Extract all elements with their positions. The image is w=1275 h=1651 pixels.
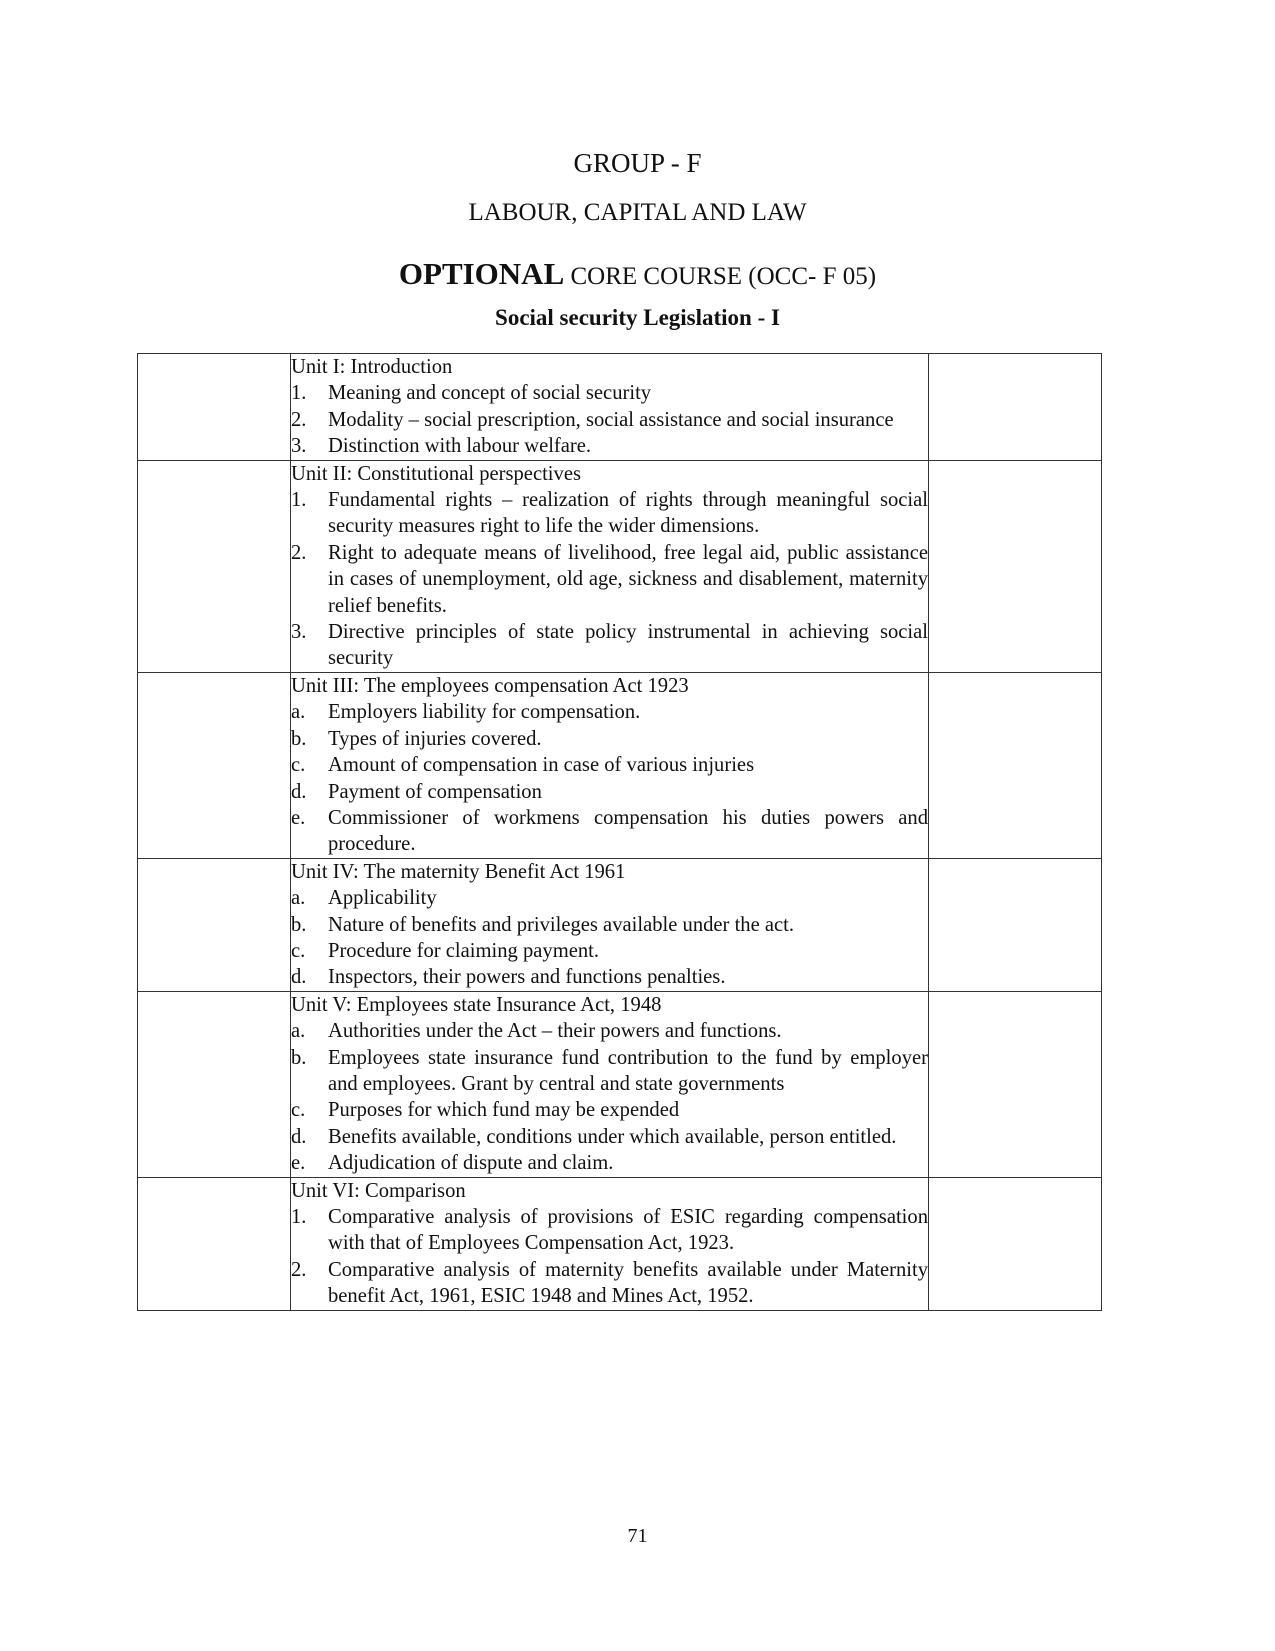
list-item-text: Right to adequate means of livelihood, free legal aid, public assistance in cases of unemployment, old age, sickness and disablement, maternity relief benefits. [328, 541, 928, 617]
list-item-marker: b. [291, 913, 307, 936]
list-item-text: Employees state insurance fund contribution to the fund by employer and employees. Grant by central and state governments [328, 1046, 928, 1095]
unit-content-cell [291, 354, 929, 461]
list-item-marker: b. [291, 1046, 307, 1069]
list-item [291, 619, 928, 672]
list-item [291, 1257, 928, 1310]
list-item [291, 540, 928, 619]
empty-cell-left [138, 460, 291, 672]
course-heading-strong: OPTIONAL [398, 256, 565, 291]
list-item-marker: 2. [291, 408, 307, 431]
empty-cell-right [929, 1177, 1102, 1310]
list-item [291, 1124, 928, 1150]
list-item-marker: b. [291, 727, 307, 750]
unit-title: Unit I: Introduction [291, 356, 453, 378]
group-heading: GROUP - F [573, 148, 702, 178]
list-item-text: Comparative analysis of maternity benefits available under Maternity benefit Act, 1961, ESIC 1948 and Mines Act, 1952. [328, 1258, 928, 1308]
list-item-marker: c. [291, 939, 306, 962]
list-item [291, 380, 928, 406]
list-item [291, 433, 928, 459]
list-item [291, 779, 928, 805]
empty-cell-left [138, 991, 291, 1177]
unit-title: Unit III: The employees compensation Act 1923 [291, 674, 689, 697]
list-item [291, 1018, 928, 1044]
list-item-text: Nature of benefits and privileges available under the act. [328, 913, 795, 936]
list-item [291, 726, 928, 752]
list-item-text: Payment of compensation [328, 780, 542, 803]
list-item-text: Modality – social prescription, social assistance and social insurance [328, 408, 894, 431]
course-heading [0, 256, 1275, 292]
list-item-marker: e. [291, 1152, 306, 1175]
list-item-text: Authorities under the Act – their powers and functions. [328, 1020, 782, 1043]
list-item [291, 487, 928, 540]
list-item-marker: 1. [291, 382, 307, 405]
list-item-marker: 2. [291, 1258, 307, 1281]
empty-cell-right [929, 858, 1102, 991]
unit-content-cell [291, 672, 929, 858]
course-heading-rest: CORE COURSE (OCC- F 05) [564, 263, 877, 290]
empty-cell-left [138, 354, 291, 461]
paper-title: Social security Legislation - I [495, 305, 780, 330]
syllabus-table [137, 353, 1102, 1311]
table-row [138, 858, 1102, 991]
list-item-text: Meaning and concept of social security [328, 382, 652, 405]
unit-content-cell [291, 1177, 929, 1310]
unit-title: Unit IV: The maternity Benefit Act 1961 [291, 860, 626, 883]
table-row [138, 991, 1102, 1177]
list-item [291, 407, 928, 433]
list-item-marker: c. [291, 754, 306, 777]
list-item-text: Amount of compensation in case of various injuries [328, 754, 755, 777]
list-item-text: Purposes for which fund may be expended [328, 1099, 680, 1122]
unit-title: Unit VI: Comparison [291, 1179, 466, 1202]
list-item [291, 1204, 928, 1257]
unit-title: Unit V: Employees state Insurance Act, 1948 [291, 993, 662, 1016]
list-item-text: Procedure for claiming payment. [328, 939, 600, 962]
list-item-marker: a. [291, 887, 306, 910]
list-item-text: Comparative analysis of provisions of ESIC regarding compensation with that of Employees Compensation Act, 1923. [328, 1206, 928, 1255]
list-item-marker: c. [291, 1099, 306, 1122]
list-item-marker: d. [291, 966, 307, 989]
list-item-marker: d. [291, 780, 307, 803]
unit-content-cell [291, 460, 929, 672]
list-item-text: Types of injuries covered. [328, 727, 542, 750]
list-item-marker: e. [291, 806, 306, 829]
table-row [138, 460, 1102, 672]
list-item-text: Directive principles of state policy instrumental in achieving social security [328, 621, 928, 670]
empty-cell-right [929, 460, 1102, 672]
list-item [291, 752, 928, 778]
empty-cell-right [929, 354, 1102, 461]
page-number: 71 [627, 1525, 648, 1547]
list-item [291, 938, 928, 964]
list-item-text: Adjudication of dispute and claim. [328, 1152, 614, 1175]
table-row [138, 354, 1102, 461]
subject-heading: LABOUR, CAPITAL AND LAW [468, 199, 807, 226]
syllabus-table-body [138, 354, 1102, 1311]
empty-cell-left [138, 1177, 291, 1310]
list-item [291, 1097, 928, 1123]
list-item-text: Applicability [328, 887, 437, 910]
list-item [291, 885, 928, 911]
list-item-text: Benefits available, conditions under which available, person entitled. [328, 1125, 897, 1148]
list-item-text: Fundamental rights – realization of rights through meaningful social security measures right to life the wider dimensions. [328, 489, 928, 538]
empty-cell-left [138, 858, 291, 991]
list-item [291, 1150, 928, 1176]
list-item-marker: 2. [291, 541, 307, 564]
list-item-marker: 3. [291, 435, 307, 458]
list-item-text: Inspectors, their powers and functions penalties. [328, 966, 726, 989]
unit-title: Unit II: Constitutional perspectives [291, 462, 581, 485]
list-item [291, 699, 928, 725]
list-item-marker: 1. [291, 489, 307, 512]
list-item [291, 805, 928, 858]
empty-cell-left [138, 672, 291, 858]
list-item [291, 1045, 928, 1098]
list-item-text: Commissioner of workmens compensation his duties powers and procedure. [328, 806, 928, 856]
table-row [138, 672, 1102, 858]
list-item [291, 912, 928, 938]
list-item-text: Employers liability for compensation. [328, 701, 641, 724]
table-row [138, 1177, 1102, 1310]
list-item-marker: a. [291, 1020, 306, 1043]
list-item-marker: 1. [291, 1206, 307, 1228]
list-item-marker: d. [291, 1125, 307, 1148]
list-item-marker: 3. [291, 621, 307, 644]
empty-cell-right [929, 672, 1102, 858]
list-item-text: Distinction with labour welfare. [328, 435, 592, 458]
list-item [291, 964, 928, 990]
unit-content-cell [291, 991, 929, 1177]
list-item-marker: a. [291, 701, 306, 724]
unit-content-cell [291, 858, 929, 991]
empty-cell-right [929, 991, 1102, 1177]
